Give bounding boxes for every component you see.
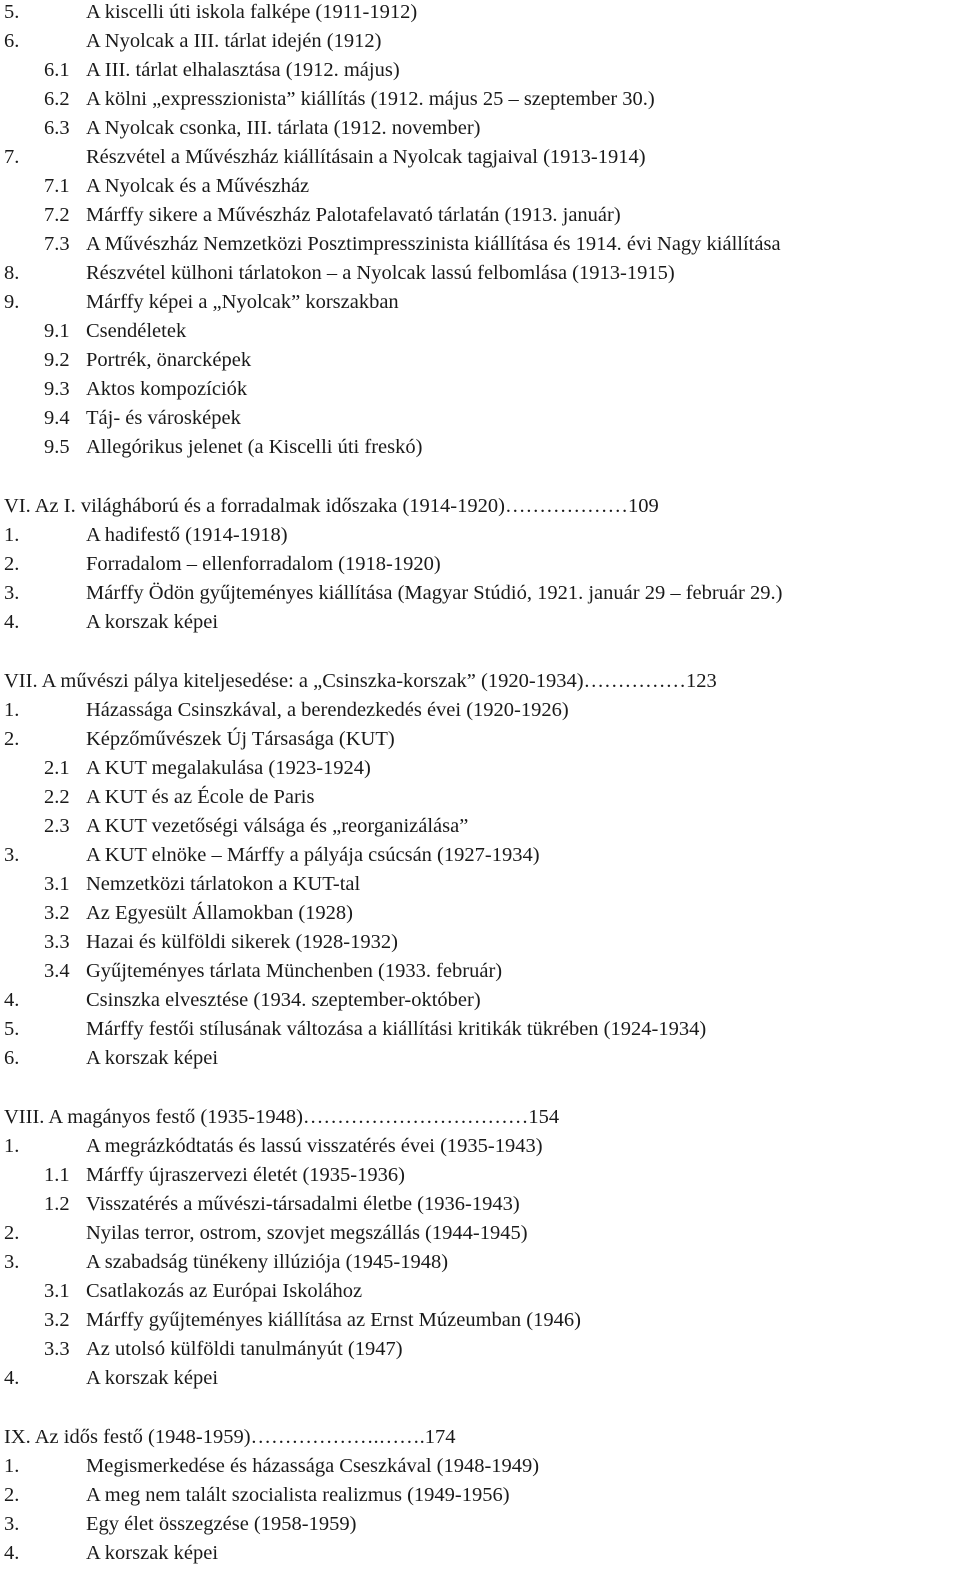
toc-entry-number: 7.3 [44, 233, 70, 255]
toc-entry-title: Nyilas terror, ostrom, szovjet megszállás (1944-1945) [86, 1222, 528, 1244]
toc-entry-number: 6.3 [44, 117, 70, 139]
toc-entry-number: 1.1 [44, 1164, 70, 1186]
toc-entry-number: 6. [4, 30, 20, 52]
toc-entry-title: Részvétel a Művészház kiállításain a Nyolcak tagjaival (1913-1914) [86, 146, 646, 168]
toc-entry-number: 7.2 [44, 204, 70, 226]
toc-entry-title: A szabadság tünékeny illúziója (1945-1948) [86, 1251, 449, 1273]
toc-entry-number: 2. [4, 728, 20, 750]
toc-entry-title: Részvétel külhoni tárlatokon – a Nyolcak lassú felbomlása (1913-1915) [86, 262, 675, 284]
toc-entry-number: 3. [4, 844, 20, 866]
toc-entry-title: Allegórikus jelenet (a Kiscelli úti freskó) [86, 436, 423, 458]
toc-entry-number: 9.4 [44, 407, 70, 429]
toc-entry-number: 3.4 [44, 960, 70, 982]
toc-entry-number: 7.1 [44, 175, 70, 197]
toc-entry-title: A kiscelli úti iskola falképe (1911-1912) [86, 1, 418, 23]
toc-entry-number: 4. [4, 611, 20, 633]
toc-entry-title: A korszak képei [86, 611, 219, 633]
toc-entry-number: 9.3 [44, 378, 70, 400]
toc-entry-number: 3. [4, 1513, 20, 1535]
toc-entry-number: 6.1 [44, 59, 70, 81]
toc-entry-title: Táj- és városképek [86, 407, 241, 429]
toc-chapter-title: IX. Az idős festő (1948-1959)……………….…….174 [4, 1426, 456, 1448]
toc-entry-number: 9.5 [44, 436, 70, 458]
toc-entry-title: Hazai és külföldi sikerek (1928-1932) [86, 931, 398, 953]
toc-entry-number: 8. [4, 262, 20, 284]
toc-entry-number: 3.2 [44, 902, 70, 924]
toc-entry-title: Egy élet összegzése (1958-1959) [86, 1513, 357, 1535]
toc-entry-title: Csatlakozás az Európai Iskolához [86, 1280, 363, 1302]
toc-entry-number: 2. [4, 1484, 20, 1506]
toc-entry-number: 1. [4, 699, 20, 721]
toc-entry-title: A Művészház Nemzetközi Posztimpresszinista kiállítása és 1914. évi Nagy kiállítása [86, 233, 781, 255]
toc-entry-number: 3. [4, 582, 20, 604]
toc-entry-title: Márffy festői stílusának változása a kiállítási kritikák tükrében (1924-1934) [86, 1018, 707, 1040]
toc-entry-title: A III. tárlat elhalasztása (1912. május) [86, 59, 400, 81]
toc-entry-title: A korszak képei [86, 1542, 219, 1564]
toc-entry-number: 1. [4, 1455, 20, 1477]
toc-entry-title: Képzőművészek Új Társasága (KUT) [86, 728, 395, 750]
toc-chapter-title: VII. A művészi pálya kiteljesedése: a „Csinszka-korszak” (1920-1934)……………123 [4, 670, 717, 692]
toc-entry-number: 2.2 [44, 786, 70, 808]
toc-entry-title: Házassága Csinszkával, a berendezkedés évei (1920-1926) [86, 699, 569, 721]
toc-entry-number: 5. [4, 1, 20, 23]
toc-entry-title: Portrék, önarcképek [86, 349, 252, 371]
toc-entry-number: 2. [4, 1222, 20, 1244]
toc-entry-title: Visszatérés a művészi-társadalmi életbe (1936-1943) [86, 1193, 520, 1215]
toc-entry-number: 2. [4, 553, 20, 575]
toc-entry-title: Forradalom – ellenforradalom (1918-1920) [86, 553, 441, 575]
toc-entry-title: Csinszka elvesztése (1934. szeptember-október) [86, 989, 481, 1011]
toc-entry-number: 3.1 [44, 1280, 70, 1302]
toc-entry-title: Márffy újraszervezi életét (1935-1936) [86, 1164, 405, 1186]
toc-entry-title: A hadifestő (1914-1918) [86, 524, 288, 546]
toc-entry-title: Márffy gyűjteményes kiállítása az Ernst Múzeumban (1946) [86, 1309, 581, 1331]
toc-entry-title: Az utolsó külföldi tanulmányút (1947) [86, 1338, 403, 1360]
toc-entry-number: 9. [4, 291, 20, 313]
toc-entry-title: A Nyolcak a III. tárlat idején (1912) [86, 30, 382, 52]
toc-entry-number: 1. [4, 524, 20, 546]
toc-entry-number: 4. [4, 989, 20, 1011]
toc-entry-number: 1.2 [44, 1193, 70, 1215]
toc-chapter-title: VI. Az I. világháború és a forradalmak időszaka (1914-1920)………………109 [4, 495, 659, 517]
toc-entry-title: A korszak képei [86, 1047, 219, 1069]
toc-entry-number: 9.2 [44, 349, 70, 371]
toc-entry-number: 1. [4, 1135, 20, 1157]
toc-entry-title: A KUT megalakulása (1923-1924) [86, 757, 371, 779]
toc-entry-number: 2.1 [44, 757, 70, 779]
toc-entry-title: Nemzetközi tárlatokon a KUT-tal [86, 873, 361, 895]
toc-chapter-title: VIII. A magányos festő (1935-1948)……………………………154 [4, 1106, 560, 1128]
toc-entry-number: 3.3 [44, 1338, 70, 1360]
toc-entry-number: 4. [4, 1542, 20, 1564]
toc-entry-number: 7. [4, 146, 20, 168]
toc-entry-number: 5. [4, 1018, 20, 1040]
toc-entry-number: 9.1 [44, 320, 70, 342]
toc-entry-number: 6.2 [44, 88, 70, 110]
toc-entry-number: 3. [4, 1251, 20, 1273]
toc-entry-number: 3.3 [44, 931, 70, 953]
toc-entry-title: A meg nem talált szocialista realizmus (1949-1956) [86, 1484, 510, 1506]
toc-entry-title: A KUT vezetőségi válsága és „reorganizálása” [86, 815, 469, 837]
toc-entry-title: Márffy képei a „Nyolcak” korszakban [86, 291, 399, 313]
toc-entry-title: Csendéletek [86, 320, 187, 342]
toc-entry-title: A korszak képei [86, 1367, 219, 1389]
toc-entry-title: A Nyolcak csonka, III. tárlata (1912. november) [86, 117, 481, 139]
toc-entry-title: Márffy sikere a Művészház Palotafelavató tárlatán (1913. január) [86, 204, 621, 226]
toc-entry-title: Aktos kompozíciók [86, 378, 248, 400]
toc-entry-number: 4. [4, 1367, 20, 1389]
toc-entry-title: A kölni „expresszionista” kiállítás (1912. május 25 – szeptember 30.) [86, 88, 655, 110]
toc-entry-title: Az Egyesült Államokban (1928) [86, 902, 354, 924]
toc-entry-title: Márffy Ödön gyűjteményes kiállítása (Magyar Stúdió, 1921. január 29 – február 29.) [86, 582, 783, 604]
toc-entry-title: A Nyolcak és a Művészház [86, 175, 310, 197]
toc-entry-number: 2.3 [44, 815, 70, 837]
toc-entry-title: Megismerkedése és házassága Cseszkával (1948-1949) [86, 1455, 540, 1477]
toc-entry-number: 6. [4, 1047, 20, 1069]
toc-entry-number: 3.1 [44, 873, 70, 895]
toc-entry-title: Gyűjteményes tárlata Münchenben (1933. február) [86, 960, 503, 982]
toc-entry-title: A KUT és az École de Paris [86, 786, 315, 808]
toc-entry-title: A megrázkódtatás és lassú visszatérés évei (1935-1943) [86, 1135, 543, 1157]
toc-entry-number: 3.2 [44, 1309, 70, 1331]
toc-entry-title: A KUT elnöke – Márffy a pályája csúcsán (1927-1934) [86, 844, 540, 866]
